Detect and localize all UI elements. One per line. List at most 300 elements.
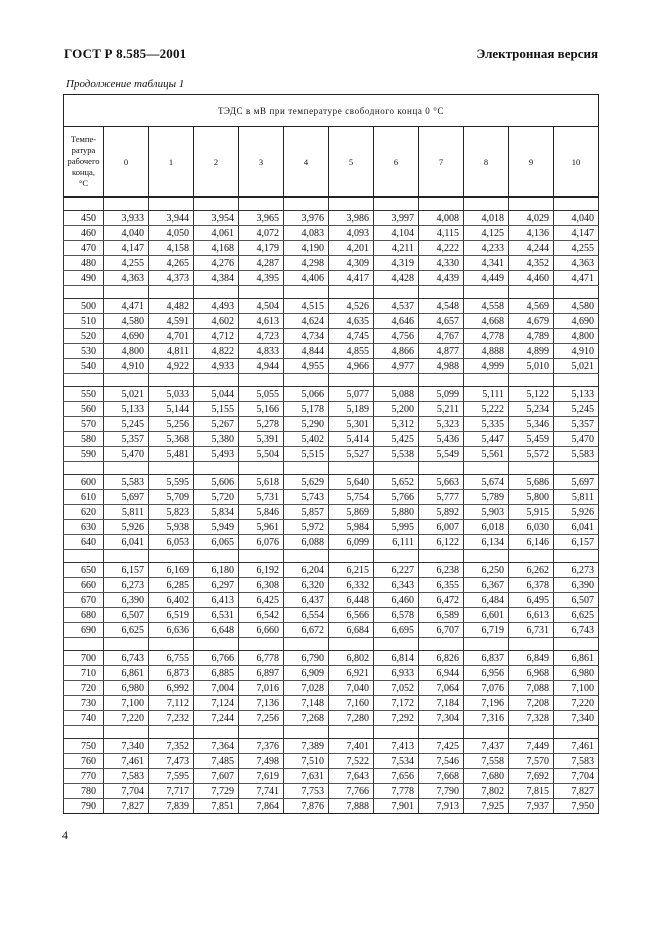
emf-value-cell: 5,811 — [104, 505, 149, 520]
emf-value-cell: 5,099 — [419, 387, 464, 402]
emf-value-cell: 6,343 — [374, 578, 419, 593]
emf-value-cell: 7,925 — [464, 799, 509, 814]
emf-value-cell: 6,437 — [284, 593, 329, 608]
emf-value-cell: 4,866 — [374, 344, 419, 359]
emf-value-cell: 7,741 — [239, 784, 284, 799]
emf-value-cell: 7,220 — [104, 711, 149, 726]
emf-value-cell: 4,855 — [329, 344, 374, 359]
emf-value-cell: 7,100 — [104, 696, 149, 711]
spacer-cell — [284, 550, 329, 563]
column-header-3: 3 — [239, 127, 284, 198]
emf-value-cell: 4,493 — [194, 299, 239, 314]
spacer-cell — [239, 550, 284, 563]
group-spacer-row — [64, 197, 599, 211]
table-row — [64, 784, 599, 799]
emf-value-cell: 6,625 — [104, 623, 149, 638]
spacer-cell — [64, 550, 104, 563]
group-spacer-row — [64, 726, 599, 739]
emf-value-cell: 4,822 — [194, 344, 239, 359]
column-header-8: 8 — [464, 127, 509, 198]
emf-value-cell: 7,753 — [284, 784, 329, 799]
emf-value-cell: 7,112 — [149, 696, 194, 711]
emf-value-cell: 4,966 — [329, 359, 374, 374]
spacer-cell — [554, 550, 599, 563]
emf-value-cell: 7,864 — [239, 799, 284, 814]
table-row — [64, 799, 599, 814]
emf-value-cell: 7,802 — [464, 784, 509, 799]
emf-value-cell: 5,301 — [329, 417, 374, 432]
emf-value-cell: 4,233 — [464, 241, 509, 256]
temperature-header-line: конца, — [72, 167, 95, 177]
emf-value-cell: 4,255 — [104, 256, 149, 271]
emf-value-cell: 7,088 — [509, 681, 554, 696]
emf-value-cell: 4,072 — [239, 226, 284, 241]
emf-value-cell: 6,849 — [509, 651, 554, 666]
emf-value-cell: 6,157 — [104, 563, 149, 578]
emf-value-cell: 5,133 — [104, 402, 149, 417]
emf-value-cell: 7,473 — [149, 754, 194, 769]
table-row — [64, 329, 599, 344]
table-row — [64, 359, 599, 374]
emf-value-cell: 7,304 — [419, 711, 464, 726]
emf-value-cell: 7,004 — [194, 681, 239, 696]
emf-value-cell: 4,922 — [149, 359, 194, 374]
emf-value-cell: 4,319 — [374, 256, 419, 271]
emf-value-cell: 5,088 — [374, 387, 419, 402]
emf-value-cell: 6,215 — [329, 563, 374, 578]
emf-value-cell: 7,184 — [419, 696, 464, 711]
emf-value-cell: 5,572 — [509, 447, 554, 462]
emf-value-cell: 4,723 — [239, 329, 284, 344]
emf-value-cell: 5,606 — [194, 475, 239, 490]
spacer-cell — [464, 726, 509, 739]
emf-value-cell: 7,064 — [419, 681, 464, 696]
emf-value-cell: 7,208 — [509, 696, 554, 711]
table-row — [64, 696, 599, 711]
emf-value-cell: 7,437 — [464, 739, 509, 754]
emf-value-cell: 7,076 — [464, 681, 509, 696]
emf-value-cell: 6,719 — [464, 623, 509, 638]
emf-value-cell: 4,276 — [194, 256, 239, 271]
spacer-cell — [194, 374, 239, 387]
spacer-cell — [374, 726, 419, 739]
spacer-cell — [194, 286, 239, 299]
emf-value-cell: 4,569 — [509, 299, 554, 314]
temperature-cell: 470 — [64, 241, 104, 256]
emf-value-cell: 4,789 — [509, 329, 554, 344]
emf-value-cell: 4,406 — [284, 271, 329, 286]
emf-value-cell: 3,944 — [149, 211, 194, 226]
emf-value-cell: 7,692 — [509, 769, 554, 784]
emf-value-cell: 7,148 — [284, 696, 329, 711]
emf-value-cell: 7,364 — [194, 739, 239, 754]
emf-value-cell: 4,341 — [464, 256, 509, 271]
emf-value-cell: 7,668 — [419, 769, 464, 784]
spacer-cell — [104, 374, 149, 387]
emf-value-cell: 5,357 — [104, 432, 149, 447]
table-row — [64, 739, 599, 754]
emf-value-cell: 4,363 — [554, 256, 599, 271]
emf-value-cell: 5,754 — [329, 490, 374, 505]
temperature-cell: 780 — [64, 784, 104, 799]
emf-value-cell: 5,166 — [239, 402, 284, 417]
emf-value-cell: 5,447 — [464, 432, 509, 447]
emf-value-cell: 5,234 — [509, 402, 554, 417]
emf-value-cell: 5,595 — [149, 475, 194, 490]
emf-value-cell: 6,613 — [509, 608, 554, 623]
emf-value-cell: 5,731 — [239, 490, 284, 505]
emf-value-cell: 4,093 — [329, 226, 374, 241]
emf-value-cell: 5,425 — [374, 432, 419, 447]
page-number: 4 — [62, 828, 68, 842]
group-spacer-row — [64, 374, 599, 387]
spacer-cell — [194, 726, 239, 739]
emf-value-cell: 7,016 — [239, 681, 284, 696]
emf-value-cell: 4,833 — [239, 344, 284, 359]
emf-value-cell: 4,910 — [104, 359, 149, 374]
emf-value-cell: 4,417 — [329, 271, 374, 286]
spacer-cell — [284, 462, 329, 475]
emf-value-cell: 6,731 — [509, 623, 554, 638]
emf-value-cell: 6,660 — [239, 623, 284, 638]
temperature-cell: 600 — [64, 475, 104, 490]
emf-value-cell: 5,436 — [419, 432, 464, 447]
spacer-cell — [284, 286, 329, 299]
emf-value-cell: 6,684 — [329, 623, 374, 638]
emf-value-cell: 5,380 — [194, 432, 239, 447]
table-row — [64, 256, 599, 271]
spacer-cell — [554, 374, 599, 387]
emf-value-cell: 7,510 — [284, 754, 329, 769]
emf-value-cell: 5,021 — [554, 359, 599, 374]
emf-value-cell: 7,913 — [419, 799, 464, 814]
column-header-7: 7 — [419, 127, 464, 198]
group-spacer-row — [64, 462, 599, 475]
emf-value-cell: 6,134 — [464, 535, 509, 550]
emf-value-cell: 5,697 — [104, 490, 149, 505]
emf-value-cell: 6,636 — [149, 623, 194, 638]
temperature-cell: 520 — [64, 329, 104, 344]
emf-value-cell: 6,885 — [194, 666, 239, 681]
emf-value-cell: 7,124 — [194, 696, 239, 711]
emf-value-cell: 5,033 — [149, 387, 194, 402]
emf-value-cell: 6,285 — [149, 578, 194, 593]
column-header-1: 1 — [149, 127, 194, 198]
emf-value-cell: 4,029 — [509, 211, 554, 226]
spacer-cell — [284, 374, 329, 387]
spacer-cell — [149, 286, 194, 299]
emf-value-cell: 5,414 — [329, 432, 374, 447]
spacer-cell — [419, 638, 464, 651]
emf-value-cell: 4,888 — [464, 344, 509, 359]
emf-value-cell: 6,041 — [554, 520, 599, 535]
emf-value-cell: 5,470 — [104, 447, 149, 462]
emf-value-cell: 5,155 — [194, 402, 239, 417]
emf-value-cell: 4,910 — [554, 344, 599, 359]
emf-value-cell: 5,800 — [509, 490, 554, 505]
emf-value-cell: 4,158 — [149, 241, 194, 256]
spacer-cell — [464, 197, 509, 211]
emf-value-cell: 4,537 — [374, 299, 419, 314]
temperature-cell: 660 — [64, 578, 104, 593]
emf-value-cell: 5,178 — [284, 402, 329, 417]
emf-value-cell: 6,778 — [239, 651, 284, 666]
temperature-cell: 500 — [64, 299, 104, 314]
emf-value-cell: 6,007 — [419, 520, 464, 535]
temperature-cell: 560 — [64, 402, 104, 417]
table-row — [64, 578, 599, 593]
emf-value-cell: 5,926 — [554, 505, 599, 520]
emf-value-cell: 7,028 — [284, 681, 329, 696]
emf-value-cell: 5,686 — [509, 475, 554, 490]
emf-value-cell: 7,595 — [149, 769, 194, 784]
emf-value-cell: 7,522 — [329, 754, 374, 769]
table-row — [64, 211, 599, 226]
emf-value-cell: 7,052 — [374, 681, 419, 696]
emf-value-cell: 7,172 — [374, 696, 419, 711]
emf-value-cell: 5,766 — [374, 490, 419, 505]
emf-value-cell: 5,055 — [239, 387, 284, 402]
emf-value-cell: 4,330 — [419, 256, 464, 271]
emf-value-cell: 4,745 — [329, 329, 374, 344]
emf-value-cell: 5,743 — [284, 490, 329, 505]
emf-value-cell: 5,949 — [194, 520, 239, 535]
spacer-cell — [284, 638, 329, 651]
emf-value-cell: 6,589 — [419, 608, 464, 623]
table-row — [64, 490, 599, 505]
emf-value-cell: 6,755 — [149, 651, 194, 666]
temperature-cell: 700 — [64, 651, 104, 666]
table-row — [64, 475, 599, 490]
emf-value-cell: 5,846 — [239, 505, 284, 520]
emf-value-cell: 6,980 — [104, 681, 149, 696]
emf-value-cell: 5,122 — [509, 387, 554, 402]
spacer-cell — [149, 374, 194, 387]
emf-value-cell: 7,704 — [554, 769, 599, 784]
emf-value-cell: 6,332 — [329, 578, 374, 593]
emf-value-cell: 4,580 — [554, 299, 599, 314]
column-header-9: 9 — [509, 127, 554, 198]
column-header-5: 5 — [329, 127, 374, 198]
emf-value-cell: 6,355 — [419, 578, 464, 593]
table-row — [64, 387, 599, 402]
spacer-cell — [464, 286, 509, 299]
spacer-cell — [329, 286, 374, 299]
emf-value-cell: 4,624 — [284, 314, 329, 329]
emf-value-cell: 6,192 — [239, 563, 284, 578]
emf-value-cell: 4,449 — [464, 271, 509, 286]
emf-value-cell: 5,674 — [464, 475, 509, 490]
emf-value-cell: 4,244 — [509, 241, 554, 256]
temperature-cell: 720 — [64, 681, 104, 696]
spacer-cell — [239, 462, 284, 475]
emf-value-cell: 7,766 — [329, 784, 374, 799]
spacer-cell — [464, 462, 509, 475]
emf-value-cell: 5,938 — [149, 520, 194, 535]
emf-value-cell: 6,743 — [104, 651, 149, 666]
emf-value-cell: 6,897 — [239, 666, 284, 681]
emf-value-cell: 5,583 — [554, 447, 599, 462]
emf-value-cell: 5,245 — [104, 417, 149, 432]
table-row — [64, 535, 599, 550]
table-row — [64, 447, 599, 462]
spacer-cell — [64, 374, 104, 387]
emf-value-cell: 7,340 — [554, 711, 599, 726]
spacer-cell — [104, 550, 149, 563]
emf-value-cell: 4,040 — [554, 211, 599, 226]
emf-value-cell: 5,629 — [284, 475, 329, 490]
table-row — [64, 711, 599, 726]
emf-value-cell: 6,378 — [509, 578, 554, 593]
spacer-cell — [64, 286, 104, 299]
emf-value-cell: 5,561 — [464, 447, 509, 462]
emf-value-cell: 4,439 — [419, 271, 464, 286]
emf-value-cell: 5,066 — [284, 387, 329, 402]
emf-value-cell: 7,232 — [149, 711, 194, 726]
emf-value-cell: 6,695 — [374, 623, 419, 638]
emf-value-cell: 7,461 — [104, 754, 149, 769]
emf-value-cell: 6,448 — [329, 593, 374, 608]
emf-value-cell: 7,839 — [149, 799, 194, 814]
emf-value-cell: 6,531 — [194, 608, 239, 623]
spacer-cell — [194, 550, 239, 563]
emf-value-cell: 4,179 — [239, 241, 284, 256]
emf-value-cell: 7,425 — [419, 739, 464, 754]
temperature-cell: 770 — [64, 769, 104, 784]
emf-value-cell: 7,680 — [464, 769, 509, 784]
emf-value-cell: 7,461 — [554, 739, 599, 754]
table-row — [64, 432, 599, 447]
emf-value-cell: 5,010 — [509, 359, 554, 374]
temperature-cell: 730 — [64, 696, 104, 711]
emf-value-cell: 6,273 — [554, 563, 599, 578]
emf-value-cell: 4,602 — [194, 314, 239, 329]
spacer-cell — [509, 197, 554, 211]
emf-value-cell: 7,876 — [284, 799, 329, 814]
spacer-cell — [329, 638, 374, 651]
spacer-cell — [419, 286, 464, 299]
table-row — [64, 623, 599, 638]
spacer-cell — [509, 726, 554, 739]
emf-value-cell: 4,168 — [194, 241, 239, 256]
emf-value-cell: 4,515 — [284, 299, 329, 314]
emf-value-cell: 4,734 — [284, 329, 329, 344]
emf-value-cell: 4,309 — [329, 256, 374, 271]
emf-value-cell: 4,061 — [194, 226, 239, 241]
emf-value-cell: 5,256 — [149, 417, 194, 432]
emf-value-cell: 4,955 — [284, 359, 329, 374]
table-row — [64, 651, 599, 666]
emf-value-cell: 5,961 — [239, 520, 284, 535]
emf-value-cell: 4,373 — [149, 271, 194, 286]
emf-value-cell: 6,992 — [149, 681, 194, 696]
emf-value-cell: 7,851 — [194, 799, 239, 814]
temperature-cell: 670 — [64, 593, 104, 608]
emf-value-cell: 6,542 — [239, 608, 284, 623]
spacer-cell — [329, 550, 374, 563]
emf-value-cell: 4,211 — [374, 241, 419, 256]
emf-value-cell: 5,211 — [419, 402, 464, 417]
temperature-cell: 640 — [64, 535, 104, 550]
emf-value-cell: 6,519 — [149, 608, 194, 623]
emf-value-cell: 4,944 — [239, 359, 284, 374]
emf-value-cell: 4,767 — [419, 329, 464, 344]
emf-value-cell: 5,021 — [104, 387, 149, 402]
emf-value-cell: 7,485 — [194, 754, 239, 769]
spacer-cell — [194, 462, 239, 475]
emf-value-cell: 7,498 — [239, 754, 284, 769]
table-row — [64, 608, 599, 623]
temperature-cell: 790 — [64, 799, 104, 814]
emf-value-cell: 4,679 — [509, 314, 554, 329]
emf-value-cell: 6,227 — [374, 563, 419, 578]
table-row — [64, 593, 599, 608]
temperature-cell: 490 — [64, 271, 104, 286]
spacer-cell — [464, 638, 509, 651]
table-row — [64, 666, 599, 681]
emf-value-cell: 5,903 — [464, 505, 509, 520]
emf-value-cell: 6,088 — [284, 535, 329, 550]
emf-value-cell: 3,933 — [104, 211, 149, 226]
emf-value-cell: 5,368 — [149, 432, 194, 447]
emf-value-cell: 3,997 — [374, 211, 419, 226]
emf-value-cell: 5,470 — [554, 432, 599, 447]
emf-value-cell: 6,053 — [149, 535, 194, 550]
table-row — [64, 505, 599, 520]
emf-value-cell: 6,262 — [509, 563, 554, 578]
emf-value-cell: 5,323 — [419, 417, 464, 432]
emf-value-cell: 4,384 — [194, 271, 239, 286]
temperature-cell: 680 — [64, 608, 104, 623]
emf-value-cell: 7,570 — [509, 754, 554, 769]
emf-value-cell: 6,308 — [239, 578, 284, 593]
spacer-cell — [554, 462, 599, 475]
emf-value-cell: 5,111 — [464, 387, 509, 402]
temperature-header-line: ратура — [71, 145, 96, 155]
emf-value-cell: 5,984 — [329, 520, 374, 535]
emf-value-cell: 5,811 — [554, 490, 599, 505]
emf-value-cell: 4,977 — [374, 359, 419, 374]
emf-value-cell: 7,778 — [374, 784, 419, 799]
emf-value-cell: 7,268 — [284, 711, 329, 726]
spacer-cell — [509, 374, 554, 387]
emf-value-cell: 6,837 — [464, 651, 509, 666]
emf-value-cell: 4,668 — [464, 314, 509, 329]
emf-value-cell: 7,040 — [329, 681, 374, 696]
emf-value-cell: 4,471 — [104, 299, 149, 314]
spacer-cell — [239, 638, 284, 651]
spacer-cell — [374, 374, 419, 387]
emf-value-cell: 5,834 — [194, 505, 239, 520]
emf-value-cell: 7,280 — [329, 711, 374, 726]
table-row — [64, 226, 599, 241]
emf-value-cell: 5,481 — [149, 447, 194, 462]
temperature-cell: 750 — [64, 739, 104, 754]
emf-value-cell: 4,050 — [149, 226, 194, 241]
emf-value-cell: 7,827 — [554, 784, 599, 799]
emf-value-cell: 6,402 — [149, 593, 194, 608]
emf-value-cell: 4,800 — [554, 329, 599, 344]
emf-value-cell: 5,857 — [284, 505, 329, 520]
emf-value-cell: 6,495 — [509, 593, 554, 608]
temperature-cell: 710 — [64, 666, 104, 681]
emf-value-cell: 5,527 — [329, 447, 374, 462]
spacer-cell — [509, 638, 554, 651]
emf-value-cell: 4,190 — [284, 241, 329, 256]
spacer-cell — [194, 638, 239, 651]
emf-value-cell: 7,717 — [149, 784, 194, 799]
emf-value-cell: 7,534 — [374, 754, 419, 769]
